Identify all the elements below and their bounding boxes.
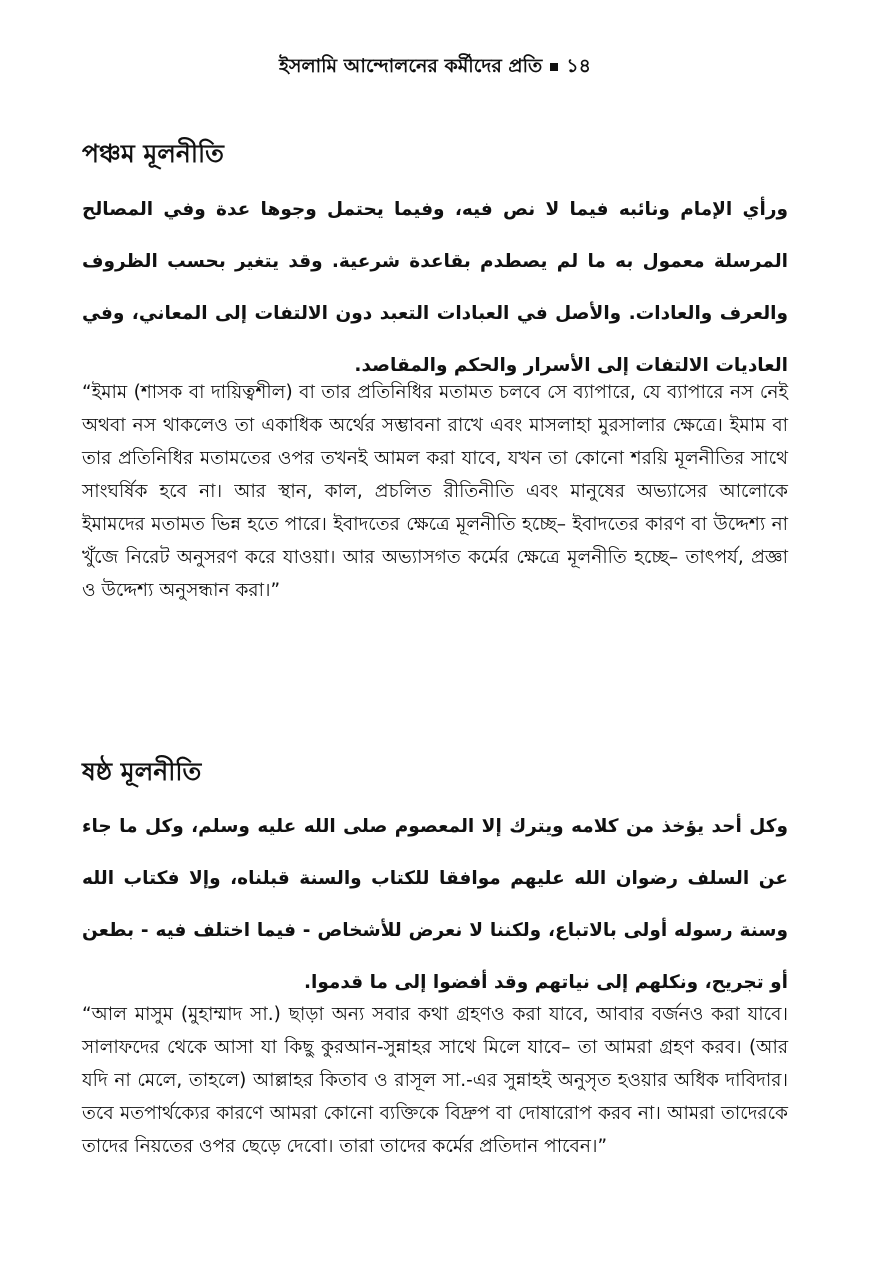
bengali-translation-fifth-principle: “ইমাম (শাসক বা দায়িত্বশীল) বা তার প্রতিনিধির মতামত চলবে সে ব্যাপারে, যে ব্যাপারে নস নেই অথবা নস থাকলেও তা একাধিক অর্থের সম্ভাবনা রাখে এবং মাসলাহা মুরসালার ক্ষেত্রে। ইমাম বা তার প্রতিনিধির মতামতের ওপর তখনই আমল করা যাবে, যখন তা কোনো শরয়ি মূলনীতির সাথে সাংঘর্ষিক হবে না। আর স্থান, কাল, প্রচলিত রীতিনীতি এবং মানুষের অভ্যাসের আলোকে ইমামদের মতামত ভিন্ন হতে পারে। ইবাদতের ক্ষেত্রে মূলনীতি হচ্ছে– ইবাদতের কারণ বা উদ্দেশ্য না খুঁজে নিরেট অনুসরণ করে যাওয়া। আর অভ্যাসগত কর্মের ক্ষেত্রে মূলনীতি হচ্ছে– তাৎপর্য, প্রজ্ঞা ও উদ্দেশ্য অনুসন্ধান করা।” xyxy=(82,382,788,601)
bengali-translation-sixth-principle: “আল মাসুম (মুহাম্মাদ সা.) ছাড়া অন্য সবার কথা গ্রহণও করা যাবে, আবার বর্জনও করা যাবে। সালাফদের থেকে আসা যা কিছু কুরআন-সুন্নাহর সাথে মিলে যাবে– তা আমরা গ্রহণ করব। (আর যদি না মেলে, তাহলে) আল্লাহর কিতাব ও রাসূল সা.-এর সুন্নাহই অনুসৃত হওয়ার অধিক দাবিদার। তবে মতপার্থক্যের কারণে আমরা কোনো ব্যক্তিকে বিদ্রুপ বা দোষারোপ করব না। আমরা তাদেরকে তাদের নিয়তের ওপর ছেড়ে দেবো। তারা তাদের কর্মের প্রতিদান পাবেন।” xyxy=(82,1004,788,1157)
page-number: ১৪ xyxy=(566,55,591,77)
arabic-text-fifth-principle: ورأي الإمام ونائبه فيما لا نص فيه، وفيما يحتمل وجوها عدة وفي المصالح المرسلة معمول به ما لم يصطدم بقاعدة شرعية. وقد يتغير بحسب الظروف والعرف والعادات. والأصل في العبادات التعبد دون الالتفات إلى المعاني، وفي العاديات الالتفات إلى الأسرار والحكم والمقاصد. xyxy=(82,199,788,376)
arabic-text-sixth-principle: وكل أحد يؤخذ من كلامه ويترك إلا المعصوم صلى الله عليه وسلم، وكل ما جاء عن السلف رضوان الله عليهم موافقا للكتاب والسنة قبلناه، وإلا فكتاب الله وسنة رسوله أولى بالاتباع، ولكننا لا نعرض للأشخاص - فيما اختلف فيه - بطعن أو تجريح، ونكلهم إلى نياتهم وقد أفضوا إلى ما قدموا. xyxy=(82,816,788,993)
section-title-sixth-principle: ষষ্ঠ মূলনীতি xyxy=(82,757,202,786)
running-header xyxy=(0,52,870,84)
section-title-fifth-principle: পঞ্চম মূলনীতি xyxy=(82,139,224,168)
header-separator xyxy=(550,63,558,71)
book-title: ইসলামি আন্দোলনের কর্মীদের প্রতি xyxy=(279,55,543,77)
